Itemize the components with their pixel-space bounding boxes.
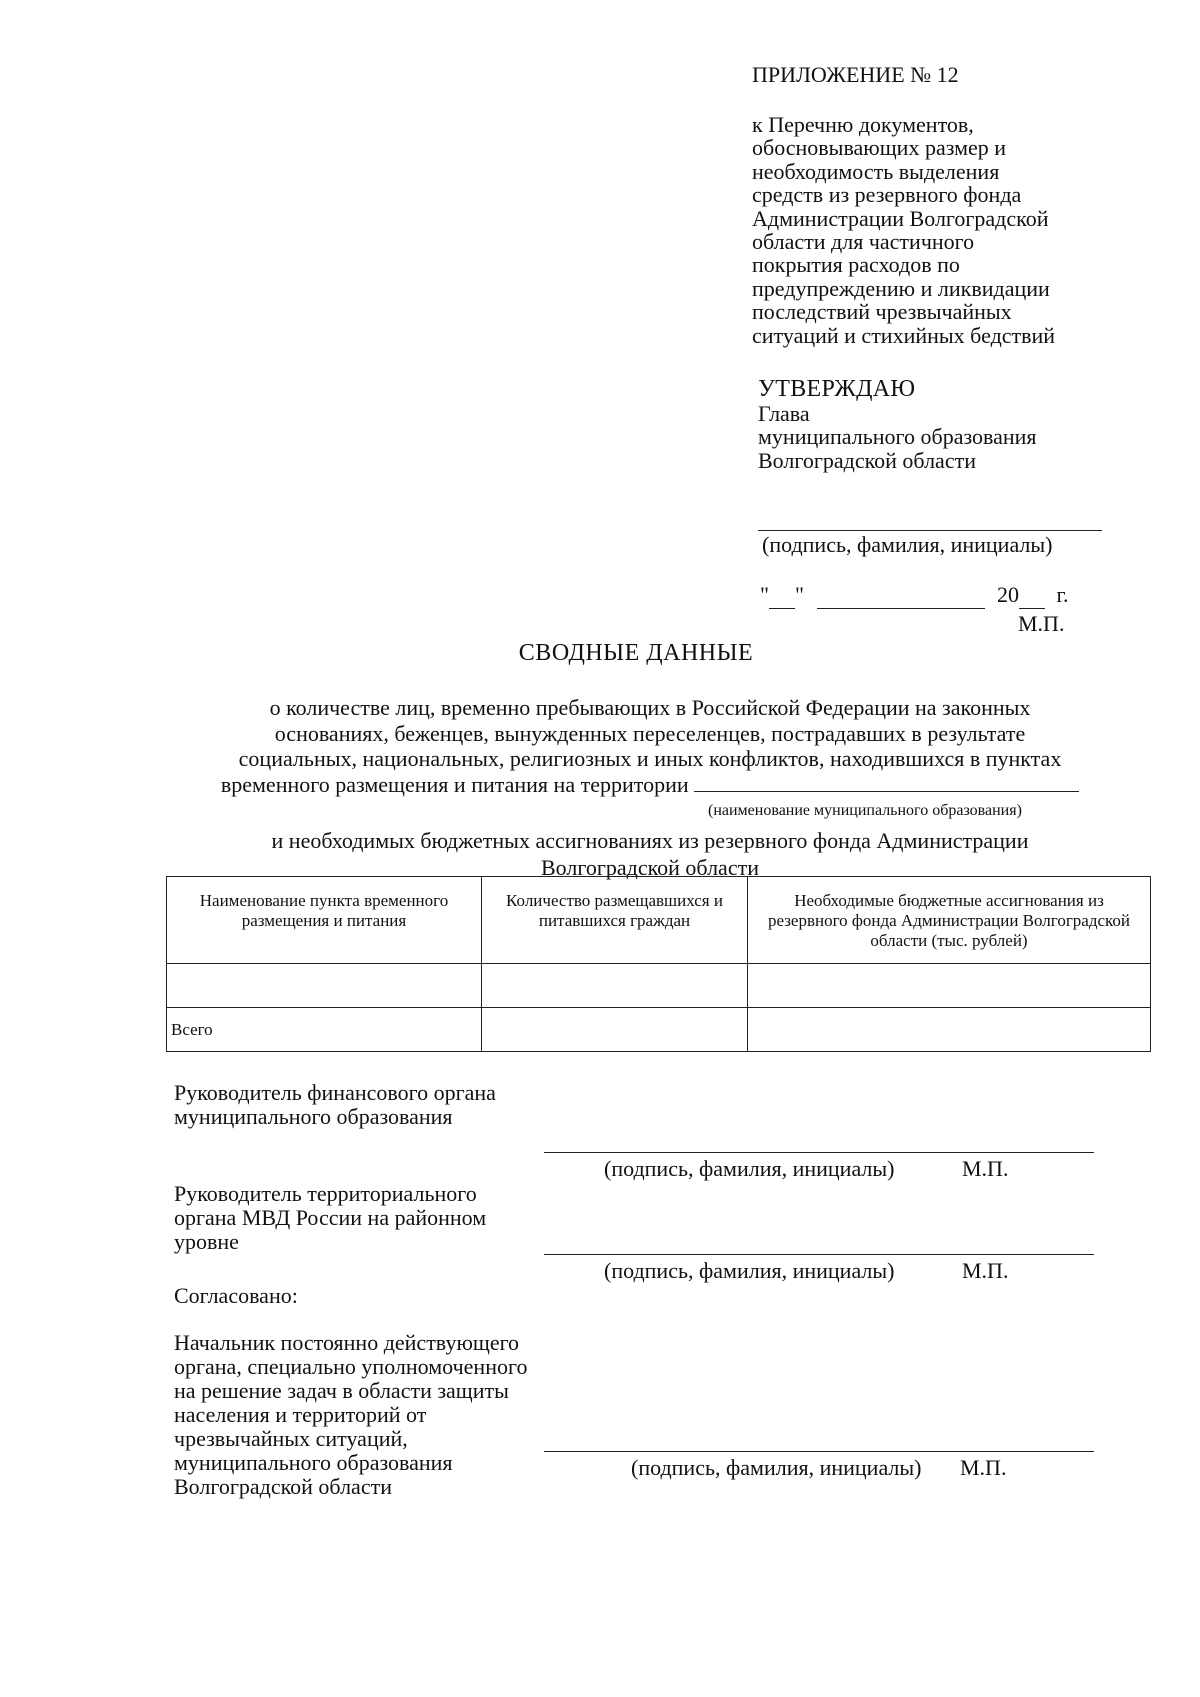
desc-line-2: основаниях, беженцев, вынужденных переселенцев, пострадавших в результате	[274, 720, 1026, 746]
date-year-suffix: г.	[1056, 582, 1069, 607]
police-signature-caption: (подпись, фамилия, инициалы)	[604, 1258, 895, 1283]
desc-line-4-row	[150, 772, 1150, 798]
document-description-2	[150, 827, 1150, 881]
data-table	[166, 876, 1151, 1052]
table-header-cell: Наименование пункта временного размещения и питания	[167, 877, 482, 964]
desc-line-1: о количестве лиц, временно пребывающих в Российской Федерации на законных	[269, 695, 1031, 720]
document-title: СВОДНЫЕ ДАННЫЕ	[518, 640, 754, 666]
table-total-row	[167, 1008, 1151, 1052]
approval-signature-caption: (подпись, фамилия, инициалы)	[762, 532, 1053, 557]
approval-signature-line[interactable]	[758, 530, 1102, 531]
municipality-name-field[interactable]	[694, 773, 1079, 792]
table-total-label: Всего	[167, 1008, 482, 1052]
table-cell-count[interactable]	[482, 964, 748, 1008]
desc-line-4: временного размещения и питания на территории	[220, 771, 689, 797]
agreed-label: Согласовано:	[174, 1283, 298, 1308]
emergency-signature-line[interactable]	[544, 1451, 1094, 1452]
document-description	[150, 695, 1150, 797]
finance-signature-caption: (подпись, фамилия, инициалы)	[604, 1156, 895, 1181]
finance-head-label: Руководитель финансового органа муниципального образования	[174, 1080, 496, 1129]
emergency-signature-caption: (подпись, фамилия, инициалы)	[631, 1455, 922, 1480]
table-cell-name[interactable]	[167, 964, 482, 1008]
police-head-label: Руководитель территориального органа МВД России на районном уровне	[174, 1181, 487, 1254]
date-quote-close: "	[794, 582, 804, 607]
approval-heading: УТВЕРЖДАЮ	[758, 376, 916, 402]
approval-block	[758, 378, 1037, 472]
approval-line-2: муниципального образования	[758, 424, 1037, 449]
municipality-caption: (наименование муниципального образования)	[708, 802, 1022, 819]
desc-line-5: и необходимых бюджетных ассигнованиях из резервного фонда Администрации	[271, 828, 1029, 853]
date-day-field[interactable]	[769, 582, 795, 609]
date-year-prefix: 20	[996, 582, 1019, 607]
approval-line-3: Волгоградской области	[758, 447, 976, 473]
finance-stamp: М.П.	[962, 1156, 1009, 1181]
police-stamp: М.П.	[962, 1258, 1009, 1283]
approval-date	[760, 582, 1069, 609]
desc-line-3: социальных, национальных, религиозных и иных конфликтов, находившихся в пунктах	[238, 746, 1062, 771]
date-quote-open: "	[760, 582, 769, 607]
table-cell-amount[interactable]	[748, 964, 1151, 1008]
table-total-amount[interactable]	[748, 1008, 1151, 1052]
table-header-row	[167, 877, 1151, 964]
approval-line-1: Глава	[758, 400, 810, 426]
finance-signature-line[interactable]	[544, 1152, 1094, 1153]
annex-title: ПРИЛОЖЕНИЕ № 12	[752, 62, 959, 87]
desc-line-6: Волгоградской области	[541, 855, 759, 880]
date-year-field[interactable]	[1019, 582, 1045, 609]
table-header-cell: Количество размещавшихся и питавшихся граждан	[482, 877, 748, 964]
annex-subtitle: к Перечню документов, обосновывающих размер и необходимость выделения средств из резервного фонда Администрации Волгоградской области для частичного покрытия расходов по предупреждению и ликвидации последствий чрезвычайных ситуаций и стихийных бедствий	[752, 112, 1056, 348]
table-row	[167, 964, 1151, 1008]
table-header-cell: Необходимые бюджетные ассигнования из резервного фонда Администрации Волгоградской области (тыс. рублей)	[748, 877, 1151, 964]
emergency-head-label: Начальник постоянно действующего органа, специально уполномоченного на решение задач в области защиты населения и территорий от чрезвычайных ситуаций, муниципального образования Волгоградской области	[174, 1330, 528, 1499]
date-month-field[interactable]	[817, 582, 985, 609]
emergency-stamp: М.П.	[960, 1455, 1007, 1480]
police-signature-line[interactable]	[544, 1254, 1094, 1255]
approval-stamp: М.П.	[1018, 611, 1065, 636]
table-total-count[interactable]	[482, 1008, 748, 1052]
